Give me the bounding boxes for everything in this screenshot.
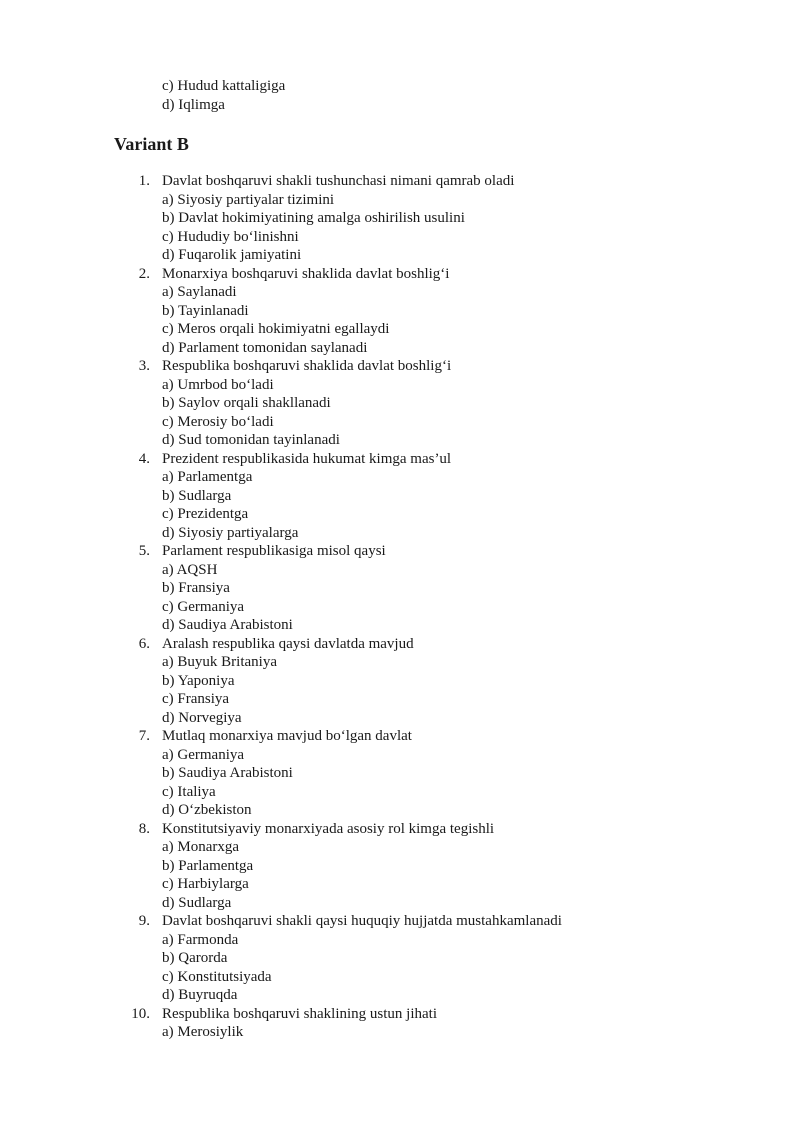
question-number: 1. (138, 173, 150, 189)
answer-option: d) Norvegiya (162, 709, 242, 726)
question-text: Respublika boshqaruvi shaklining ustun jihati (162, 1005, 437, 1022)
answer-option: c) Konstitutsiyada (162, 968, 272, 985)
question-text: Mutlaq monarxiya mavjud bo‘lgan davlat (162, 728, 412, 744)
answer-option: a) Parlamentga (162, 469, 253, 485)
question-number: 8. (138, 820, 150, 837)
question-text: Monarxiya boshqaruvi shaklida davlat boshlig‘i (162, 265, 450, 282)
question-number: 6. (138, 635, 150, 652)
answer-option: c) Hududiy bo‘linishni (162, 228, 299, 245)
answer-option: c) Merosiy bo‘ladi (162, 413, 274, 430)
answer-option: a) Merosiylik (162, 1024, 244, 1040)
answer-option: d) Saudiya Arabistoni (162, 617, 293, 633)
previous-option-d: d) Iqlimga (162, 96, 225, 113)
answer-option: a) Siyosiy partiyalar tizimini (162, 191, 335, 208)
answer-option: b) Sudlarga (162, 487, 232, 504)
answer-option: d) Sudlarga (162, 894, 232, 911)
question-text: Aralash respublika qaysi davlatda mavjud (162, 635, 414, 652)
answer-option: a) Germaniya (162, 746, 245, 763)
answer-option: a) Buyuk Britaniya (162, 654, 277, 670)
answer-option: c) Prezidentga (162, 506, 249, 522)
question-number: 7. (138, 728, 150, 744)
answer-option: b) Davlat hokimiyatining amalga oshirilish usulini (162, 210, 465, 226)
answer-option: c) Fransiya (162, 691, 230, 707)
question-number: 2. (138, 265, 150, 282)
answer-option: d) Fuqarolik jamiyatini (162, 247, 302, 263)
answer-option: b) Yaponiya (162, 672, 235, 689)
answer-option: b) Fransiya (162, 580, 230, 596)
answer-option: a) Saylanadi (162, 284, 237, 300)
answer-option: c) Harbiylarga (162, 876, 249, 892)
question-number: 4. (138, 450, 150, 467)
question-text: Davlat boshqaruvi shakli qaysi huquqiy hujjatda mustahkamlanadi (162, 913, 562, 929)
answer-option: b) Tayinlanadi (162, 302, 249, 319)
answer-option: d) Siyosiy partiyalarga (162, 524, 299, 541)
answer-option: a) Farmonda (162, 931, 239, 948)
answer-option: d) Sud tomonidan tayinlanadi (162, 432, 340, 448)
answer-option: a) Umrbod bo‘ladi (162, 376, 274, 393)
question-text: Davlat boshqaruvi shakli tushunchasi nimani qamrab oladi (162, 173, 515, 189)
answer-option: c) Germaniya (162, 598, 245, 615)
answer-option: c) Italiya (162, 783, 216, 800)
answer-option: b) Parlamentga (162, 857, 254, 874)
answer-option: d) O‘zbekiston (162, 802, 252, 818)
question-text: Prezident respublikasida hukumat kimga mas’ul (162, 450, 452, 467)
question-number: 5. (138, 543, 150, 559)
answer-option: d) Buyruqda (162, 987, 238, 1003)
question-number: 10. (131, 1005, 150, 1022)
answer-option: c) Meros orqali hokimiyatni egallaydi (162, 321, 390, 337)
answer-option: d) Parlament tomonidan saylanadi (162, 339, 368, 356)
question-text: Respublika boshqaruvi shaklida davlat boshlig‘i (162, 358, 452, 374)
answer-option: a) AQSH (162, 561, 218, 578)
question-number: 9. (138, 913, 150, 929)
answer-option: b) Saudiya Arabistoni (162, 765, 293, 781)
previous-option-c: c) Hudud kattaligiga (162, 78, 286, 94)
question-text: Konstitutsiyaviy monarxiyada asosiy rol kimga tegishli (162, 820, 495, 837)
answer-option: b) Qarorda (162, 950, 228, 966)
answer-option: b) Saylov orqali shakllanadi (162, 395, 331, 411)
answer-option: a) Monarxga (162, 839, 240, 855)
question-text: Parlament respublikasiga misol qaysi (162, 543, 386, 559)
question-number: 3. (138, 358, 150, 374)
variant-heading: Variant B (114, 134, 189, 154)
